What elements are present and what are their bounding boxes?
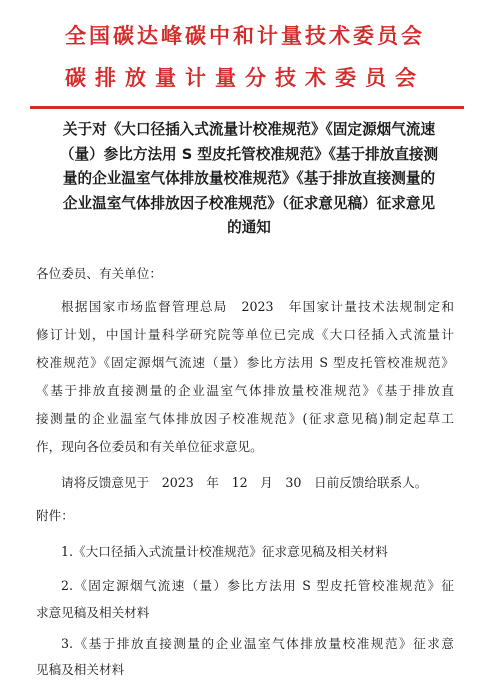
paragraph-line: 校准规范》《固定源烟气流速（量）参比方法用 S 型皮托管校准规范》 xyxy=(36,355,454,370)
attachment-item-1: 1.《大口径插入式流量计校准规范》征求意见稿及相关材料 xyxy=(61,544,388,559)
paragraph-line: 《基于排放直接测量的企业温室气体排放量校准规范》《基于排放直 xyxy=(36,383,454,398)
attachment-item-3: 3.《基于排放直接测量的企业温室气体排放量校准规范》征求意 xyxy=(61,636,454,651)
title-line: 的通知 xyxy=(227,219,271,237)
title-line: 关于对《大口径插入式流量计校准规范》《固定源烟气流速 xyxy=(62,121,436,138)
paragraph-line: 接测量的企业温室气体排放因子校准规范》(征求意见稿)制定起草工 xyxy=(36,411,454,426)
document-title xyxy=(44,118,454,241)
org-name-line1: 全国碳达峰碳中和计量技术委员会 xyxy=(65,24,425,48)
title-line: 量的企业温室气体排放量校准规范》《基于排放直接测量的 xyxy=(62,170,436,188)
attachment-item-3-cont: 见稿及相关材料 xyxy=(36,662,125,677)
feedback-deadline: 请将反馈意见于 2023 年 12 月 30 日前反馈给联系人。 xyxy=(61,475,428,490)
title-line: 企业温室气体排放因子校准规范》（征求意见稿）征求意见 xyxy=(62,194,436,212)
paragraph-line: 修订计划，中国计量科学研究院等单位已完成《大口径插入式流量计 xyxy=(36,327,454,342)
attachments-label: 附件： xyxy=(36,508,74,523)
paragraph-line: 根据国家市场监督管理总局 2023 年国家计量技术法规制定和 xyxy=(61,299,454,314)
attachment-item-2-cont: 求意见稿及相关材料 xyxy=(36,605,150,620)
salutation: 各位委员、有关单位： xyxy=(36,266,162,281)
org-name-line2: 碳排放量计量分技术委员会 xyxy=(65,66,425,90)
attachment-item-2: 2.《固定源烟气流速（量）参比方法用 S 型皮托管校准规范》征 xyxy=(61,578,454,593)
paragraph-line: 作，现向各位委员和有关单位征求意见。 xyxy=(36,439,263,454)
header-divider xyxy=(30,106,464,109)
title-line: （量）参比方法用 S 型皮托管校准规范》《基于排放直接测 xyxy=(59,145,439,163)
